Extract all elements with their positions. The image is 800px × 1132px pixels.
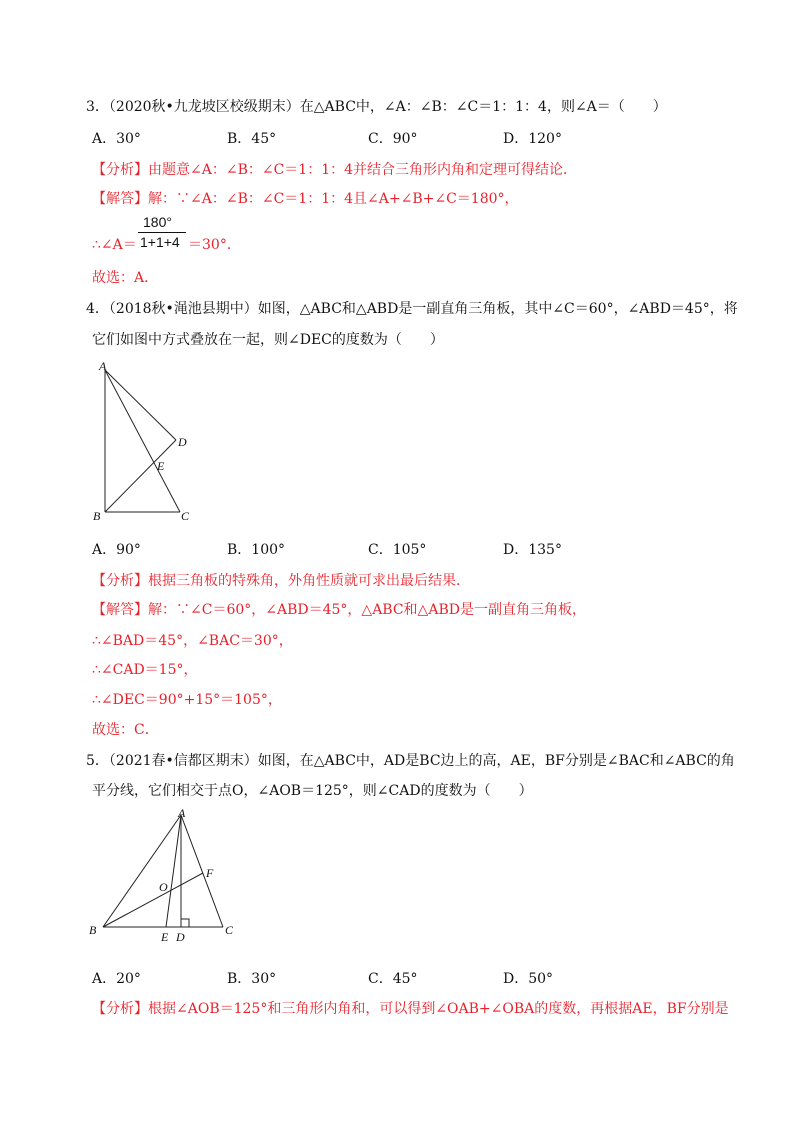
- q5-right-angle-mark: [181, 919, 189, 927]
- q4-answer-line2: ∴∠BAD＝45°，∠BAC＝30°，: [92, 633, 293, 649]
- q4-analysis: 【分析】根据三角板的特殊角，外角性质就可求出最后结果．: [92, 573, 470, 589]
- q4-option-a: A．90°: [92, 542, 141, 558]
- q3-fraction-bar: [138, 232, 186, 233]
- q3-option-c: C．90°: [368, 131, 418, 147]
- q5-segment-ae: [166, 815, 181, 927]
- q3-answer-line1: 【解答】解：∵∠A：∠B：∠C＝1：1：4且∠A+∠B+∠C＝180°，: [92, 191, 519, 207]
- q5-label-d: D: [176, 930, 185, 944]
- q4-label-a: A: [99, 360, 107, 373]
- q4-option-b: B．100°: [227, 542, 286, 558]
- q5-figure-triangle: [86, 805, 246, 945]
- q4-label-e: E: [157, 459, 165, 473]
- q5-option-c: C．45°: [368, 971, 418, 987]
- q3-choice: 故选：A．: [92, 270, 159, 286]
- q5-label-e: E: [161, 930, 169, 944]
- q5-option-b: B．30°: [227, 971, 277, 987]
- q4-choice: 故选：C．: [92, 722, 159, 738]
- q4-option-d: D．135°: [503, 542, 562, 558]
- q4-option-c: C．105°: [368, 542, 427, 558]
- q4-segment-ad: [105, 370, 176, 440]
- q3-fraction-denominator: 1+1+4: [140, 234, 180, 250]
- q4-figure-triangles: [88, 360, 208, 530]
- q3-answer-line2-suffix: ＝30°．: [188, 237, 241, 253]
- q3-analysis: 【分析】由题意∠A：∠B：∠C＝1：1：4并结合三角形内角和定理可得结论．: [92, 162, 578, 178]
- q5-stem-line2: 平分线，它们相交于点O，∠AOB＝125°，则∠CAD的度数为（ ）: [92, 783, 533, 799]
- q4-answer-line4: ∴∠DEC＝90°+15°＝105°，: [92, 692, 282, 708]
- q4-stem-line2: 它们如图中方式叠放在一起，则∠DEC的度数为（ ）: [92, 332, 444, 348]
- q5-analysis: 【分析】根据∠AOB＝125°和三角形内角和，可以得到∠OAB+∠OBA的度数，再根据AE，BF分别是: [92, 1001, 729, 1017]
- q5-segment-ab: [103, 815, 181, 927]
- q5-label-b: B: [89, 923, 97, 937]
- q4-label-b: B: [93, 509, 101, 523]
- q4-segment-ac: [105, 370, 180, 512]
- q4-label-d: D: [178, 435, 187, 449]
- q5-label-a: A: [178, 806, 186, 820]
- q5-stem-line1: 5．（2021春•信都区期末）如图，在△ABC中，AD是BC边上的高，AE，BF分别是∠BAC和∠ABC的角: [86, 753, 735, 769]
- q3-option-d: D．120°: [503, 131, 562, 147]
- q5-segment-ac: [181, 815, 223, 927]
- q3-option-a: A．30°: [92, 131, 141, 147]
- q3-answer-line2-prefix: ∴∠A＝: [92, 237, 137, 253]
- q5-option-a: A．20°: [92, 971, 141, 987]
- q5-label-f: F: [206, 866, 214, 880]
- q4-segment-bd: [105, 440, 176, 512]
- q5-option-d: D．50°: [503, 971, 554, 987]
- q3-fraction-numerator: 180°: [143, 214, 172, 230]
- q5-label-c: C: [225, 923, 234, 937]
- q4-answer-line1: 【解答】解：∵∠C＝60°，∠ABD＝45°，△ABC和△ABD是一副直角三角板，: [92, 602, 586, 618]
- q4-stem-line1: 4．（2018秋•渑池县期中）如图，△ABC和△ABD是一副直角三角板，其中∠C＝60°，∠ABD＝45°，将: [86, 301, 738, 317]
- q5-label-o: O: [159, 880, 168, 894]
- q3-option-b: B．45°: [227, 131, 277, 147]
- q3-stem: 3．（2020秋•九龙坡区校级期末）在△ABC中，∠A：∠B：∠C＝1：1：4，则∠A＝（ ）: [86, 99, 667, 115]
- q4-answer-line3: ∴∠CAD＝15°，: [92, 662, 198, 678]
- q4-label-c: C: [181, 509, 190, 523]
